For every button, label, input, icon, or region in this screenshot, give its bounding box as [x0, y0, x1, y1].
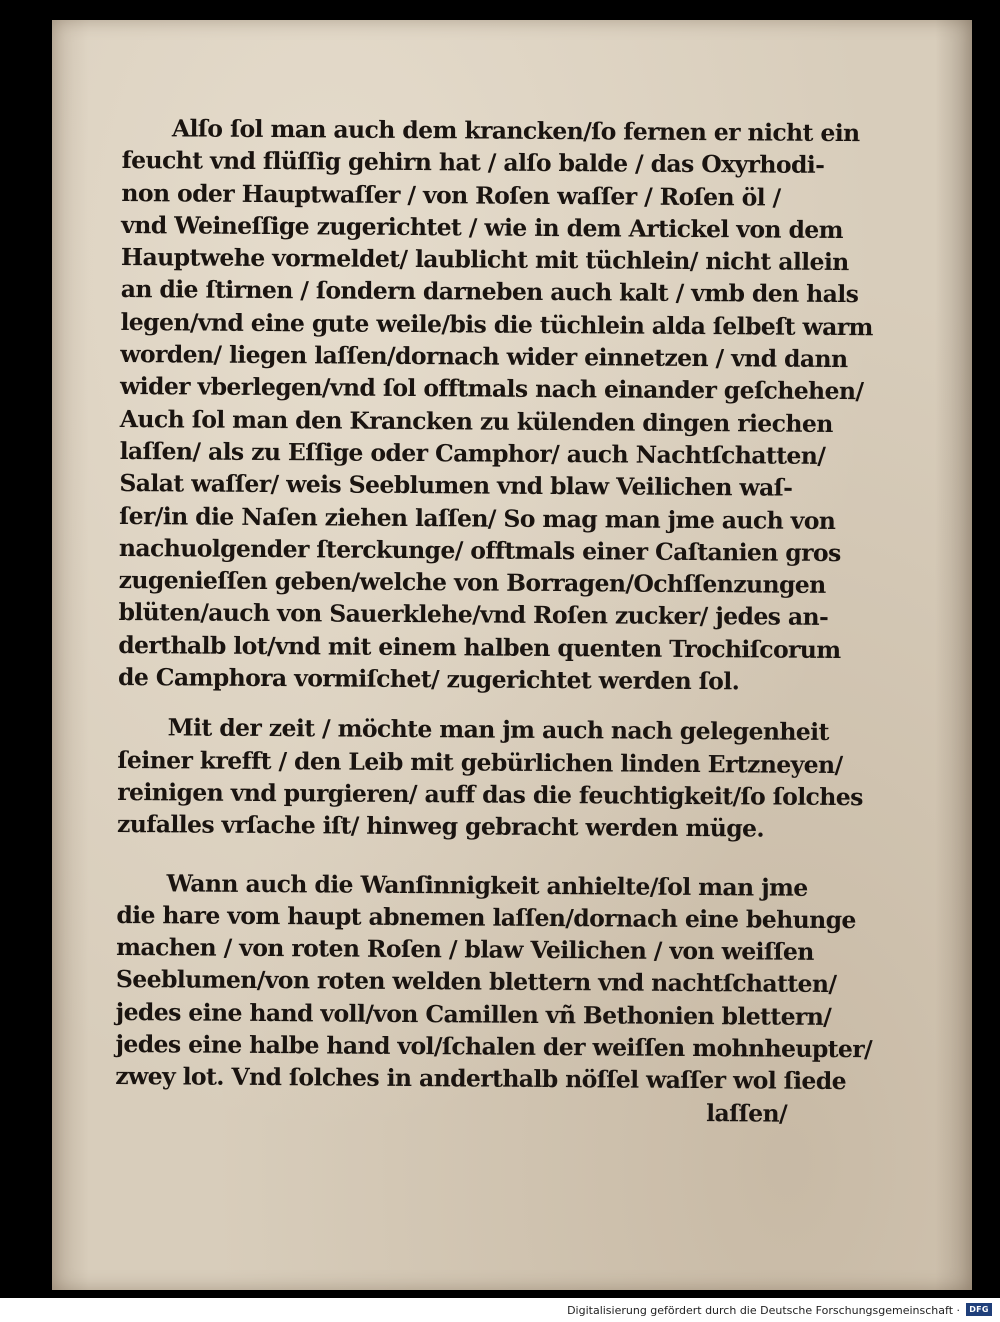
- text-line: machen / von roten Roſen / blaw Veilichen / von weiſſen: [116, 933, 814, 966]
- text-line: jedes eine hand voll/von Camillen vñ Bethonien blettern/: [115, 997, 832, 1031]
- page-text: [115, 112, 873, 1130]
- text-line: feucht vnd flüſſig gehirn hat / alſo balde / das Oxyrhodi-: [121, 146, 825, 180]
- footer-bar: [0, 1298, 1000, 1322]
- text-line: Wann auch die Wanſinnigkeit anhielte/ſol man jme: [166, 868, 808, 902]
- paragraph-2: [116, 711, 863, 845]
- paragraph-3: [115, 867, 873, 1130]
- text-line: zwey lot. Vnd ſolches in anderthalb nöſſel waſſer wol ſiede: [115, 1062, 847, 1096]
- text-line: reinigen vnd purgieren/ auff das die feuchtigkeit/ſo ſolches: [117, 777, 863, 812]
- text-line: Seeblumen/von roten welden blettern vnd nachtſchatten/: [115, 965, 837, 999]
- text-line: derthalb lot/vnd mit einem halben quenten Trochiſcorum: [118, 630, 841, 664]
- text-line: nachuolgender ſterckunge/ offtmals einer Caſtanien gros: [118, 533, 841, 567]
- text-line: Hauptwehe vormeldet/ laublicht mit tüchlein/ nicht allein: [120, 243, 849, 277]
- text-line: zufalles vrſache iſt/ hinweg gebracht werden müge.: [116, 810, 765, 843]
- paragraph-1: [117, 112, 873, 698]
- text-line: Mit der zeit / möchte man jm auch nach gelegenheit: [167, 713, 829, 747]
- text-line: zugenieſſen geben/welche von Borragen/Ochſſenzungen: [118, 566, 826, 600]
- text-line: wider vberlegen/vnd ſol offtmals nach einander geſchehen/: [119, 372, 864, 406]
- text-line: Salat waſſer/ weis Seeblumen vnd blaw Veilichen waſ-: [119, 469, 793, 502]
- text-line: Auch ſol man den Krancken zu külenden dingen riechen: [119, 404, 833, 438]
- text-line: legen/vnd eine gute weile/bis die tüchlein alda ſelbeſt warm: [120, 307, 873, 342]
- text-line: worden/ liegen laſſen/dornach wider einnetzen / vnd dann: [120, 340, 848, 374]
- text-line: blüten/auch von Sauerklehe/vnd Roſen zucker/ jedes an-: [118, 598, 829, 632]
- text-line: Alſo ſol man auch dem krancken/ſo fernen er nicht ein: [171, 114, 860, 148]
- book-page: [52, 20, 972, 1290]
- text-line: non oder Hauptwaſſer / von Roſen waſſer / Roſen öl /: [121, 178, 781, 212]
- text-line: an die ſtirnen / ſondern darneben auch kalt / vmb den hals: [120, 275, 859, 309]
- text-line: ſeiner krefft / den Leib mit gebürlichen linden Ertzneyen/: [117, 745, 843, 779]
- text-line: laſſen/ als zu Eſſige oder Camphor/ auch Nachtſchatten/: [119, 436, 826, 470]
- text-line: de Camphora vormiſchet/ zugerichtet werden ſol.: [117, 663, 740, 696]
- dfg-logo: DFG: [966, 1303, 992, 1316]
- text-line: vnd Weineſſige zugerichtet / wie in dem Artickel von dem: [121, 210, 844, 244]
- funding-credit: Digitalisierung gefördert durch die Deutsche Forschungsgemeinschaft ·: [567, 1304, 960, 1317]
- text-line: jedes eine halbe hand vol/ſchalen der weiſſen mohnheupter/: [115, 1029, 873, 1064]
- catchword: laſſen/: [706, 1098, 788, 1128]
- text-line: die hare vom haupt abnemen laſſen/dornach eine behunge: [116, 900, 856, 934]
- text-line: ſer/in die Naſen ziehen laſſen/ So mag man jme auch von: [119, 501, 836, 535]
